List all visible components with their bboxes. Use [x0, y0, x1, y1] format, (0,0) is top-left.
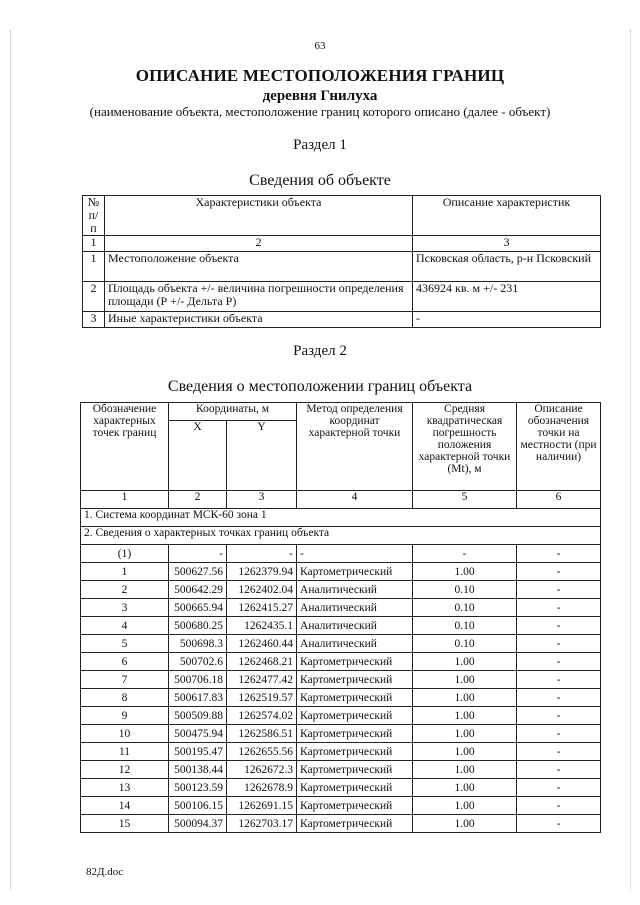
table-header: Описание характеристик	[413, 196, 601, 236]
point-label: 8	[81, 689, 169, 707]
table-cell: Иные характеристики объекта	[105, 312, 413, 328]
table-row	[81, 635, 601, 653]
method: Картометрический	[297, 743, 413, 761]
table-cell: 2	[83, 282, 105, 312]
method: Картометрический	[297, 815, 413, 833]
table-row	[81, 743, 601, 761]
table-row	[81, 689, 601, 707]
method: Картометрический	[297, 671, 413, 689]
method: -	[297, 545, 413, 563]
table-cell: 3	[83, 312, 105, 328]
table-row	[81, 599, 601, 617]
y-coordinate: 1262574.02	[227, 707, 297, 725]
mean-error: 1.00	[413, 689, 517, 707]
x-coordinate: 500138.44	[169, 761, 227, 779]
table-row	[81, 725, 601, 743]
table-row	[81, 761, 601, 779]
y-coordinate: 1262415.27	[227, 599, 297, 617]
y-coordinate: 1262379.94	[227, 563, 297, 581]
point-description: -	[517, 635, 601, 653]
table-cell: 436924 кв. м +/- 231	[413, 282, 601, 312]
point-label: 10	[81, 725, 169, 743]
x-coordinate: 500475.94	[169, 725, 227, 743]
point-label: (1)	[81, 545, 169, 563]
y-coordinate: 1262586.51	[227, 725, 297, 743]
point-label: 9	[81, 707, 169, 725]
method: Картометрический	[297, 653, 413, 671]
point-label: 15	[81, 815, 169, 833]
table-row	[81, 797, 601, 815]
mean-error: 1.00	[413, 761, 517, 779]
mean-error: 0.10	[413, 617, 517, 635]
table-row	[83, 312, 601, 328]
x-coordinate: 500627.56	[169, 563, 227, 581]
scan-edge-left	[10, 30, 11, 890]
table-row	[81, 617, 601, 635]
index-cell: 1	[81, 491, 169, 509]
y-coordinate: 1262402.04	[227, 581, 297, 599]
y-coordinate: 1262460.44	[227, 635, 297, 653]
table-cell: Псковская область, р-н Псковский	[413, 252, 601, 282]
method: Аналитический	[297, 635, 413, 653]
object-note: (наименование объекта, местоположение границ которого описано (далее - объект)	[89, 104, 551, 119]
table-row	[81, 563, 601, 581]
header-method: Метод определения координат характерной точки	[297, 403, 413, 491]
method: Аналитический	[297, 617, 413, 635]
table-header: Характеристики объекта	[105, 196, 413, 236]
x-coordinate: 500509.88	[169, 707, 227, 725]
y-coordinate: 1262678.9	[227, 779, 297, 797]
table-row	[81, 707, 601, 725]
x-coordinate: 500094.37	[169, 815, 227, 833]
table-row	[81, 671, 601, 689]
method: Картометрический	[297, 707, 413, 725]
method: Аналитический	[297, 599, 413, 617]
table-cell: -	[413, 312, 601, 328]
point-description: -	[517, 689, 601, 707]
table-row	[83, 282, 601, 312]
mean-error: 1.00	[413, 707, 517, 725]
y-coordinate: 1262691.15	[227, 797, 297, 815]
y-coordinate: 1262477.42	[227, 671, 297, 689]
y-coordinate: 1262435.1	[227, 617, 297, 635]
x-coordinate: 500642.29	[169, 581, 227, 599]
table-row	[81, 815, 601, 833]
point-description: -	[517, 581, 601, 599]
x-coordinate: 500195.47	[169, 743, 227, 761]
point-description: -	[517, 653, 601, 671]
point-description: -	[517, 779, 601, 797]
x-coordinate: 500665.94	[169, 599, 227, 617]
y-coordinate: 1262519.57	[227, 689, 297, 707]
index-cell: 3	[413, 236, 601, 252]
file-name: 82Д.doc	[86, 866, 124, 878]
point-description: -	[517, 707, 601, 725]
header-y: Y	[227, 421, 297, 491]
point-label: 1	[81, 563, 169, 581]
x-coordinate: 500706.18	[169, 671, 227, 689]
y-coordinate: 1262703.17	[227, 815, 297, 833]
section2-subheading: Сведения о местоположении границ объекта	[167, 378, 473, 395]
y-coordinate: 1262468.21	[227, 653, 297, 671]
point-label: 5	[81, 635, 169, 653]
mean-error: -	[413, 545, 517, 563]
point-description: -	[517, 599, 601, 617]
method: Картометрический	[297, 563, 413, 581]
table-row	[83, 252, 601, 282]
document-title: ОПИСАНИЕ МЕСТОПОЛОЖЕНИЯ ГРАНИЦ	[135, 66, 505, 85]
point-label: 11	[81, 743, 169, 761]
mean-error: 0.10	[413, 635, 517, 653]
x-coordinate: -	[169, 545, 227, 563]
point-description: -	[517, 761, 601, 779]
mean-error: 0.10	[413, 599, 517, 617]
point-description: -	[517, 797, 601, 815]
section2-heading: Раздел 2	[293, 343, 347, 359]
mean-error: 1.00	[413, 815, 517, 833]
point-description: -	[517, 671, 601, 689]
header-description: Описание обозначения точки на местности (при наличии)	[517, 403, 601, 491]
table-row	[81, 653, 601, 671]
mean-error: 1.00	[413, 653, 517, 671]
method: Картометрический	[297, 779, 413, 797]
coordinate-system-row: 1. Система координат МСК-60 зона 1	[81, 509, 601, 527]
index-cell: 3	[227, 491, 297, 509]
mean-error: 1.00	[413, 563, 517, 581]
scan-edge-right	[630, 30, 631, 890]
index-cell: 2	[105, 236, 413, 252]
index-cell: 5	[413, 491, 517, 509]
point-description: -	[517, 545, 601, 563]
point-description: -	[517, 725, 601, 743]
method: Картометрический	[297, 689, 413, 707]
x-coordinate: 500680.25	[169, 617, 227, 635]
index-cell: 4	[297, 491, 413, 509]
mean-error: 0.10	[413, 581, 517, 599]
x-coordinate: 500698.3	[169, 635, 227, 653]
mean-error: 1.00	[413, 797, 517, 815]
table-row	[81, 545, 601, 563]
header-error: Средняя квадратическая погрешность положения характерной точки (Mt), м	[413, 403, 517, 491]
object-info-table	[82, 195, 601, 328]
mean-error: 1.00	[413, 779, 517, 797]
point-description: -	[517, 617, 601, 635]
point-label: 3	[81, 599, 169, 617]
method: Картометрический	[297, 797, 413, 815]
header-coordinates: Координаты, м	[169, 403, 297, 421]
x-coordinate: 500702.6	[169, 653, 227, 671]
index-cell: 1	[83, 236, 105, 252]
table-row	[81, 779, 601, 797]
point-label: 2	[81, 581, 169, 599]
table-cell: Площадь объекта +/- величина погрешности определения площади (Р +/- Дельта Р)	[105, 282, 413, 312]
method: Картометрический	[297, 761, 413, 779]
header-x: X	[169, 421, 227, 491]
point-label: 13	[81, 779, 169, 797]
point-description: -	[517, 815, 601, 833]
mean-error: 1.00	[413, 671, 517, 689]
x-coordinate: 500123.59	[169, 779, 227, 797]
y-coordinate: -	[227, 545, 297, 563]
x-coordinate: 500106.15	[169, 797, 227, 815]
table-header: № п/п	[83, 196, 105, 236]
x-coordinate: 500617.83	[169, 689, 227, 707]
header-designation: Обозначение характерных точек границ	[81, 403, 169, 491]
y-coordinate: 1262672.3	[227, 761, 297, 779]
method: Аналитический	[297, 581, 413, 599]
section1-heading: Раздел 1	[293, 137, 347, 153]
mean-error: 1.00	[413, 743, 517, 761]
point-label: 6	[81, 653, 169, 671]
point-label: 4	[81, 617, 169, 635]
point-description: -	[517, 563, 601, 581]
object-name: деревня Гнилуха	[262, 88, 378, 104]
table-cell: 1	[83, 252, 105, 282]
table-cell: Местоположение объекта	[105, 252, 413, 282]
page-number: 63	[314, 40, 326, 52]
method: Картометрический	[297, 725, 413, 743]
point-label: 7	[81, 671, 169, 689]
point-description: -	[517, 743, 601, 761]
index-cell: 6	[517, 491, 601, 509]
point-label: 14	[81, 797, 169, 815]
point-label: 12	[81, 761, 169, 779]
table-row	[81, 581, 601, 599]
index-cell: 2	[169, 491, 227, 509]
mean-error: 1.00	[413, 725, 517, 743]
section1-subheading: Сведения об объекте	[249, 172, 391, 189]
points-section-row: 2. Сведения о характерных точках границ объекта	[81, 527, 601, 545]
boundary-points-table	[80, 402, 601, 833]
y-coordinate: 1262655.56	[227, 743, 297, 761]
